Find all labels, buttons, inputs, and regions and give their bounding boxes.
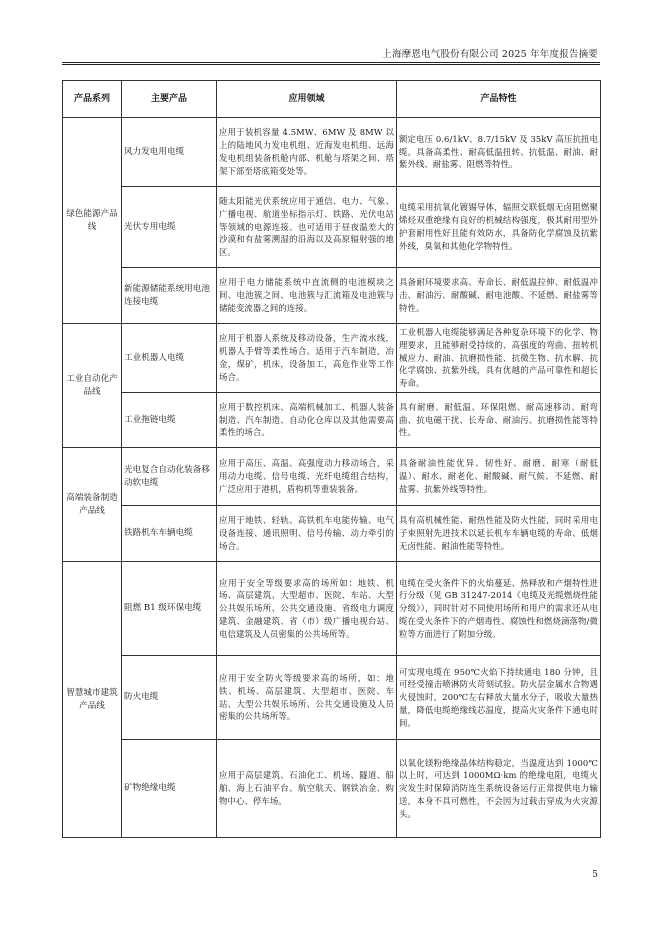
column-header: 产品系列: [63, 81, 122, 118]
product-name: 工业拖链电缆: [122, 393, 217, 448]
table-row: [63, 448, 601, 506]
application-field: 应用于装机容量 4.5MW、6MW 及 8MW 以上的陆地风力发电机组、近海发电机组、远海发电机组装备机舱内部、机舱与塔架之间、塔架下部至塔底箱变处等。: [217, 118, 397, 187]
product-features: 电缆采用抗氧化镀锡导体，辐照交联低烟无卤阻燃聚烯烃双重绝缘有良好的机械结构强度，极其耐用型外护套耐用性好且能有效防水，具备防化学腐蚀及抗紫外线，臭氧和其他化学物特性。: [397, 187, 601, 268]
column-header: 主要产品: [122, 81, 217, 118]
table-row: [63, 740, 601, 838]
page-number: 5: [592, 870, 598, 880]
product-features: 具有耐磨、耐低温、环保阻燃、耐高速移动、耐弯曲、抗电磁干扰、长寿命、耐油污、抗磨损性能等特性。: [397, 393, 601, 448]
product-features: 以氧化镁粉绝缘晶体结构稳定，当温度达到 1000℃以上时，可达到 1000MΩ·km 的绝缘电阻，电缆火灾发生时保障消防连生系统设备运行正常提供电力输送，本身不具可燃性，不会因为过载击穿成为火灾源头。: [397, 740, 601, 838]
application-field: 应用于数控机床、高端机械加工、机器人装备制造、汽车制造、自动化仓库以及其他需要高柔性的场合。: [217, 393, 397, 448]
product-name: 风力发电用电缆: [122, 118, 217, 187]
application-field: 应用于电力储能系统中直流侧的电池模块之间、电池簇之间、电池簇与汇流箱及电池簇与储能变流器之间的连接。: [217, 268, 397, 324]
product-name: 防火电缆: [122, 656, 217, 740]
product-name: 新能源储能系统用电池连接电缆: [122, 268, 217, 324]
product-name: 矿物绝缘电缆: [122, 740, 217, 838]
product-features: 电缆在受火条件下的火焰蔓延、热释放和产烟特性进行分级（见 GB 31247-2014《电缆及光缆燃烧性能分级》），同时针对不同使用场所和用户的需求还从电缆在受火条件下的产烟毒性、腐蚀性和燃烧滴落物/微粒等方面进行了附加分级。: [397, 562, 601, 656]
product-features: 具备耐环境要求高、寿命长、耐低温拉伸、耐低温冲击、耐油污、耐酸碱、耐电池酸、不延燃、耐盐雾等特性。: [397, 268, 601, 324]
product-features: 工业机器人电缆能够满足各种复杂环境下的化学、物理要求，且能够耐受持续的、高强度的弯曲、扭转机械应力、耐油、抗磨损性能、抗微生物、抗水解、抗化学腐蚀、抗紫外线，具有优越的产品可靠性和超长寿命。: [397, 324, 601, 393]
application-field: 应用于安全等级要求高的场所如：地铁、机场、高层建筑、大型超市、医院、车站、大型公共娱乐场所、公共交通设施、省级电力调度建筑、金融建筑、省（市）级广播电视台站、电信建筑及人员密集的公共场所等。: [217, 562, 397, 656]
product-series: 工业自动化产品线: [63, 324, 122, 448]
application-field: 随太阳能光伏系统应用于通信、电力、气象、广播电视、航道坐标指示灯、铁路、光伏电站等领域的电源连接。也可适用于昼夜温差大的沙漠和有盐雾溯湿的沿海以及高原辐射强的地区。: [217, 187, 397, 268]
application-field: 应用于地铁、轻轨、高铁机车电能传输、电气设备连接、通讯照明、信号传输、动力牵引的场合。: [217, 506, 397, 562]
application-field: 应用于高压、高温、高强度动力移动场合，采用动力电缆、信号电缆、光纤电缆组合结构，广泛应用于港机，盾构机等重装装备。: [217, 448, 397, 506]
product-name: 工业机器人电缆: [122, 324, 217, 393]
product-series: 智慧城市建筑产品线: [63, 562, 122, 838]
product-features: 额定电压 0.6/1kV、8.7/15kV 及 35kV 高压抗扭电缆。具备高柔性、耐高低温扭转、抗低温、耐油、耐紫外线、耐盐雾、阻燃等特性。: [397, 118, 601, 187]
header-divider: [62, 62, 600, 63]
application-field: 应用于机器人系统及移动设备，生产流水线，机器人手臂等柔性场合。适用于汽车制造，冶金，煤矿，机床，设备加工，高危作业等工作场合。: [217, 324, 397, 393]
application-field: 应用于安全防火等级要求高的场所，如：地铁、机场、高层建筑、大型超市、医院、车站、大型公共娱乐场所、公共交通设施及人员密集的公共场所等。: [217, 656, 397, 740]
table-row: [63, 562, 601, 656]
product-table: [62, 80, 601, 838]
table-row: [63, 324, 601, 393]
header-divider-thin: [62, 64, 600, 65]
product-name: 铁路机车车辆电缆: [122, 506, 217, 562]
report-header-title: 上海摩恩电气股份有限公司 2025 年年度报告摘要: [382, 49, 598, 60]
column-header: 产品特性: [397, 81, 601, 118]
product-name: 光电复合自动化装备移动软电缆: [122, 448, 217, 506]
product-name: 光伏专用电缆: [122, 187, 217, 268]
table-row: [63, 118, 601, 187]
table-row: [63, 506, 601, 562]
product-series: 绿色能源产品线: [63, 118, 122, 324]
table-row: [63, 187, 601, 268]
product-features: 具备耐油性能优异、韧性好、耐磨、耐寒（耐低温）、耐水、耐老化、耐酸碱、耐气候、不延燃、耐盐雾、抗紫外线等特性。: [397, 448, 601, 506]
table-row: [63, 393, 601, 448]
product-features: 可实现电缆在 950℃火焰下持续通电 180 分钟，且可经受撞击喷淋防火苛刻试验。防火层金属水合物遇火侵蚀时，200℃左右释放大量水分子，吸收大量热量，降低电缆绝缘线芯温度，提高火灾条件下通电时间。: [397, 656, 601, 740]
table-header-row: [63, 81, 601, 118]
column-header: 应用领域: [217, 81, 397, 118]
product-features: 具有高机械性能、耐热性能及防火性能，同时采用电子束照射先进技术以延长机车车辆电缆的寿命、低烟无卤性能、耐油性能等特性。: [397, 506, 601, 562]
application-field: 应用于高层建筑、石油化工、机场、隧道、船舶、海上石油平台、航空航天、钢铁冶金、购物中心、停车场。: [217, 740, 397, 838]
product-series: 高端装备制造产品线: [63, 448, 122, 562]
table-row: [63, 656, 601, 740]
table-row: [63, 268, 601, 324]
product-name: 阻燃 B1 级环保电缆: [122, 562, 217, 656]
